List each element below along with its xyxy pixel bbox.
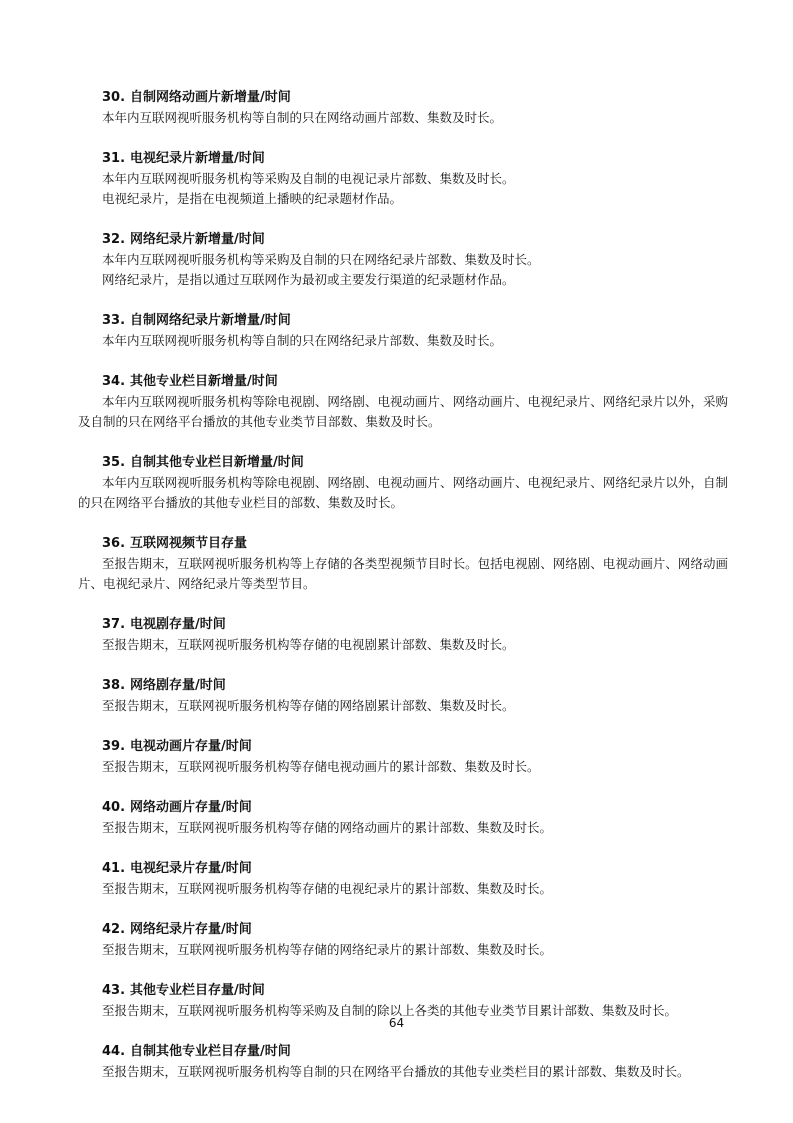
definition-entry	[78, 149, 728, 209]
entry-description: 至报告期末，互联网视听服务机构等自制的只在网络平台播放的其他专业类栏目的累计部数、集数及时长。	[102, 1064, 690, 1079]
entry-heading	[78, 149, 728, 169]
entry-number: 42.	[102, 922, 126, 937]
document-page	[78, 88, 728, 1103]
entry-description: 至报告期末，互联网视听服务机构等存储电视动画片的累计部数、集数及时长。	[102, 759, 540, 774]
entry-list	[78, 88, 728, 1082]
entry-number: 35.	[102, 455, 126, 470]
entry-title: 电视纪录片新增量/时间	[130, 151, 265, 166]
entry-heading	[78, 859, 728, 879]
definition-entry	[78, 676, 728, 716]
entry-title: 自制其他专业栏目新增量/时间	[130, 455, 304, 470]
definition-entry	[78, 88, 728, 128]
entry-heading	[78, 372, 728, 392]
entry-title: 自制网络纪录片新增量/时间	[130, 313, 291, 328]
entry-title: 电视纪录片存量/时间	[130, 861, 252, 876]
entry-description: 至报告期末，互联网视听服务机构等采购及自制的除以上各类的其他专业类节目累计部数、集数及时长。	[102, 1003, 678, 1018]
definition-entry	[78, 1042, 728, 1082]
entry-description: 电视纪录片，是指在电视频道上播映的纪录题材作品。	[102, 191, 403, 206]
definition-entry	[78, 372, 728, 432]
entry-title: 其他专业栏目存量/时间	[130, 983, 265, 998]
entry-heading	[78, 534, 728, 554]
entry-title: 其他专业栏目新增量/时间	[130, 374, 278, 389]
entry-heading	[78, 676, 728, 696]
entry-number: 33.	[102, 313, 126, 328]
entry-heading	[78, 1042, 728, 1062]
entry-heading	[78, 920, 728, 940]
entry-number: 36.	[102, 536, 126, 551]
entry-number: 40.	[102, 800, 126, 815]
entry-description: 至报告期末，互联网视听服务机构等存储的电视剧累计部数、集数及时长。	[102, 637, 515, 652]
entry-description: 至报告期末，互联网视听服务机构等存储的网络纪录片的累计部数、集数及时长。	[102, 942, 553, 957]
page-number: 64	[388, 1016, 405, 1030]
entry-description: 本年内互联网视听服务机构等采购及自制的只在网络纪录片部数、集数及时长。	[102, 252, 540, 267]
definition-entry	[78, 534, 728, 594]
entry-description: 网络纪录片，是指以通过互联网作为最初或主要发行渠道的纪录题材作品。	[102, 272, 515, 287]
entry-heading	[78, 230, 728, 250]
entry-number: 44.	[102, 1044, 126, 1059]
entry-title: 网络纪录片新增量/时间	[130, 232, 265, 247]
entry-title: 互联网视频节目存量	[130, 536, 248, 551]
entry-title: 自制其他专业栏目存量/时间	[130, 1044, 291, 1059]
entry-number: 38.	[102, 678, 126, 693]
entry-heading	[78, 615, 728, 635]
entry-description: 本年内互联网视听服务机构等自制的只在网络纪录片部数、集数及时长。	[102, 333, 503, 348]
entry-heading	[78, 798, 728, 818]
entry-number: 43.	[102, 983, 126, 998]
entry-number: 30.	[102, 90, 126, 105]
entry-number: 31.	[102, 151, 126, 166]
definition-entry	[78, 798, 728, 838]
definition-entry	[78, 737, 728, 777]
definition-entry	[78, 981, 728, 1021]
entry-title: 自制网络动画片新增量/时间	[130, 90, 291, 105]
entry-heading	[78, 311, 728, 331]
entry-title: 网络纪录片存量/时间	[130, 922, 252, 937]
entry-description: 本年内互联网视听服务机构等自制的只在网络动画片部数、集数及时长。	[102, 110, 503, 125]
entry-title: 电视剧存量/时间	[130, 617, 226, 632]
entry-heading	[78, 981, 728, 1001]
entry-number: 41.	[102, 861, 126, 876]
definition-entry	[78, 453, 728, 513]
definition-entry	[78, 859, 728, 899]
entry-description: 本年内互联网视听服务机构等除电视剧、网络剧、电视动画片、网络动画片、电视纪录片、网络纪录片以外，自制的只在网络平台播放的其他专业栏目的部数、集数及时长。	[78, 475, 728, 510]
entry-number: 34.	[102, 374, 126, 389]
definition-entry	[78, 615, 728, 655]
entry-title: 网络动画片存量/时间	[130, 800, 252, 815]
entry-heading	[78, 453, 728, 473]
entry-title: 电视动画片存量/时间	[130, 739, 252, 754]
entry-heading	[78, 737, 728, 757]
entry-title: 网络剧存量/时间	[130, 678, 226, 693]
definition-entry	[78, 311, 728, 351]
entry-number: 37.	[102, 617, 126, 632]
definition-entry	[78, 230, 728, 290]
entry-description: 至报告期末，互联网视听服务机构等存储的网络剧累计部数、集数及时长。	[102, 698, 515, 713]
entry-description: 至报告期末，互联网视听服务机构等存储的电视纪录片的累计部数、集数及时长。	[102, 881, 553, 896]
entry-number: 39.	[102, 739, 126, 754]
entry-description: 至报告期末，互联网视听服务机构等上存储的各类型视频节目时长。包括电视剧、网络剧、电视动画片、网络动画片、电视纪录片、网络纪录片等类型节目。	[78, 556, 728, 591]
entry-description: 本年内互联网视听服务机构等采购及自制的电视记录片部数、集数及时长。	[102, 171, 515, 186]
entry-number: 32.	[102, 232, 126, 247]
entry-heading	[78, 88, 728, 108]
entry-description: 至报告期末，互联网视听服务机构等存储的网络动画片的累计部数、集数及时长。	[102, 820, 553, 835]
definition-entry	[78, 920, 728, 960]
entry-description: 本年内互联网视听服务机构等除电视剧、网络剧、电视动画片、网络动画片、电视纪录片、网络纪录片以外，采购及自制的只在网络平台播放的其他专业类节目部数、集数及时长。	[78, 394, 728, 429]
